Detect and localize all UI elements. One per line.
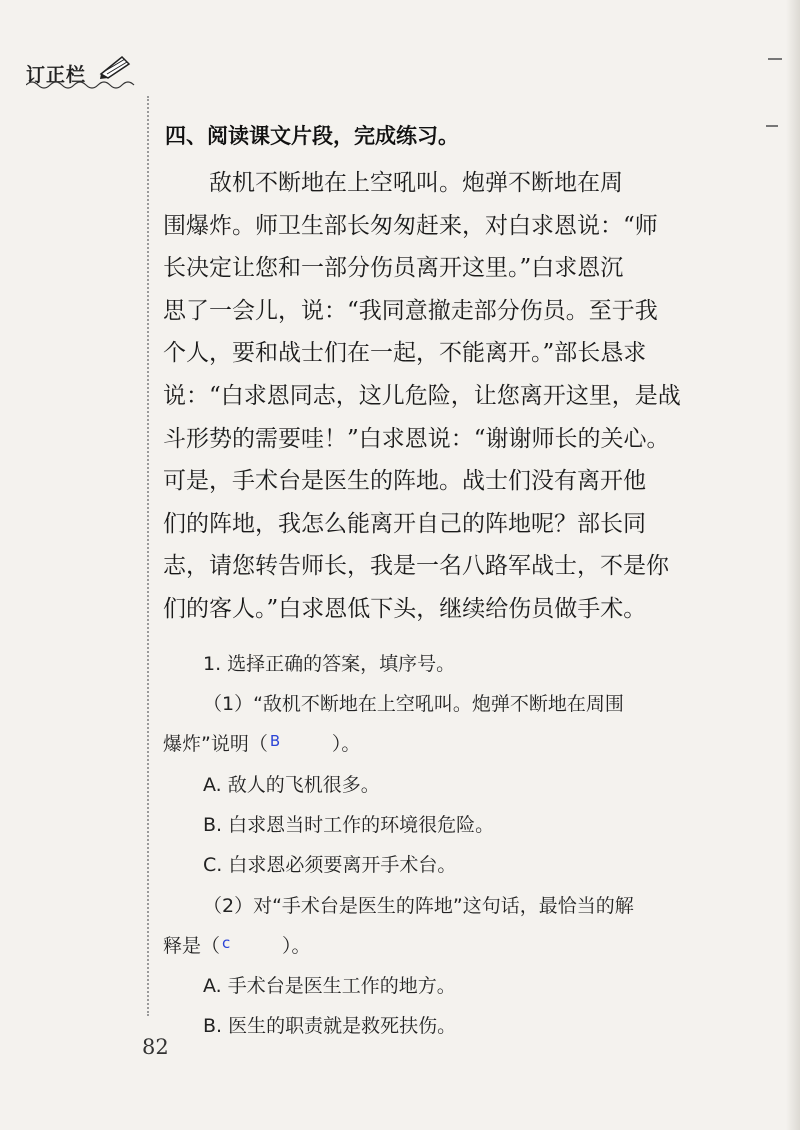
answer-blank-1[interactable]: B [269, 732, 281, 750]
option-1-1-b: B. 白求恩当时工作的环境很危险。 [203, 814, 495, 836]
passage-line: 思了一会儿，说：“我同意撤走部分伤员。至于我 [163, 297, 658, 324]
page-number: 82 [142, 1035, 169, 1059]
option-1-2-b: B. 医生的职责就是救死扶伤。 [203, 1015, 457, 1037]
question-1-2-stem-after: ）。 [282, 935, 311, 957]
passage-line: 可是，手术台是医生的阵地。战士们没有离开他 [163, 468, 646, 495]
page-edge [786, 0, 800, 1130]
wavy-underline [26, 78, 136, 92]
answer-blank-2[interactable]: c [222, 934, 231, 952]
question-1-1-stem-after: ）。 [331, 733, 361, 755]
question-1-2-stem: （2）对“手术台是医生的阵地”这句话，最恰当的解 [203, 895, 634, 917]
option-1-1-c: C. 白求恩必须要离开手术台。 [203, 854, 457, 876]
reading-passage [163, 162, 703, 631]
question-1-title: 1. 选择正确的答案，填序号。 [203, 653, 456, 675]
passage-line: 们的阵地，我怎么能离开自己的阵地呢？部长同 [163, 510, 646, 537]
question-1-1-stem: （1）“敌机不断地在上空吼叫。炮弹不断地在周围 [203, 693, 624, 715]
pencil-icon [98, 54, 132, 80]
passage-line: 个人，要和战士们在一起，不能离开。”部长恳求 [163, 340, 647, 367]
margin-divider [147, 96, 149, 1016]
option-1-2-a: A. 手术台是医生工作的地方。 [203, 975, 456, 997]
passage-line: 敌机不断地在上空吼叫。炮弹不断地在周 [163, 170, 623, 196]
passage-line: 长决定让您和一部分伤员离开这里。”白求恩沉 [163, 255, 624, 282]
passage-line: 志，请您转告师长，我是一名八路军战士，不是你 [163, 553, 669, 580]
passage-line: 说：“白求恩同志，这儿危险，让您离开这里，是战 [163, 382, 681, 409]
edge-mark [768, 58, 782, 60]
section-title: 四、阅读课文片段，完成练习。 [165, 124, 459, 148]
passage-line: 围爆炸。师卫生部长匆匆赶来，对白求恩说：“师 [163, 212, 658, 239]
passage-line: 斗形势的需要哇！”白求恩说：“谢谢师长的关心。 [163, 425, 670, 452]
question-1-2-stem-before: 释是（ [163, 935, 221, 957]
correction-column-title: 订正栏 [26, 64, 87, 86]
option-1-1-a: A. 敌人的飞机很多。 [203, 774, 380, 796]
question-1-1-stem-line2 [163, 729, 360, 756]
edge-mark [766, 125, 778, 127]
question-1-1-stem-before: 爆炸”说明（ [163, 733, 268, 755]
question-1-2-stem-line2 [163, 931, 311, 958]
correction-column-header [26, 58, 136, 92]
passage-line: 们的客人。”白求恩低下头，继续给伤员做手术。 [163, 595, 647, 622]
